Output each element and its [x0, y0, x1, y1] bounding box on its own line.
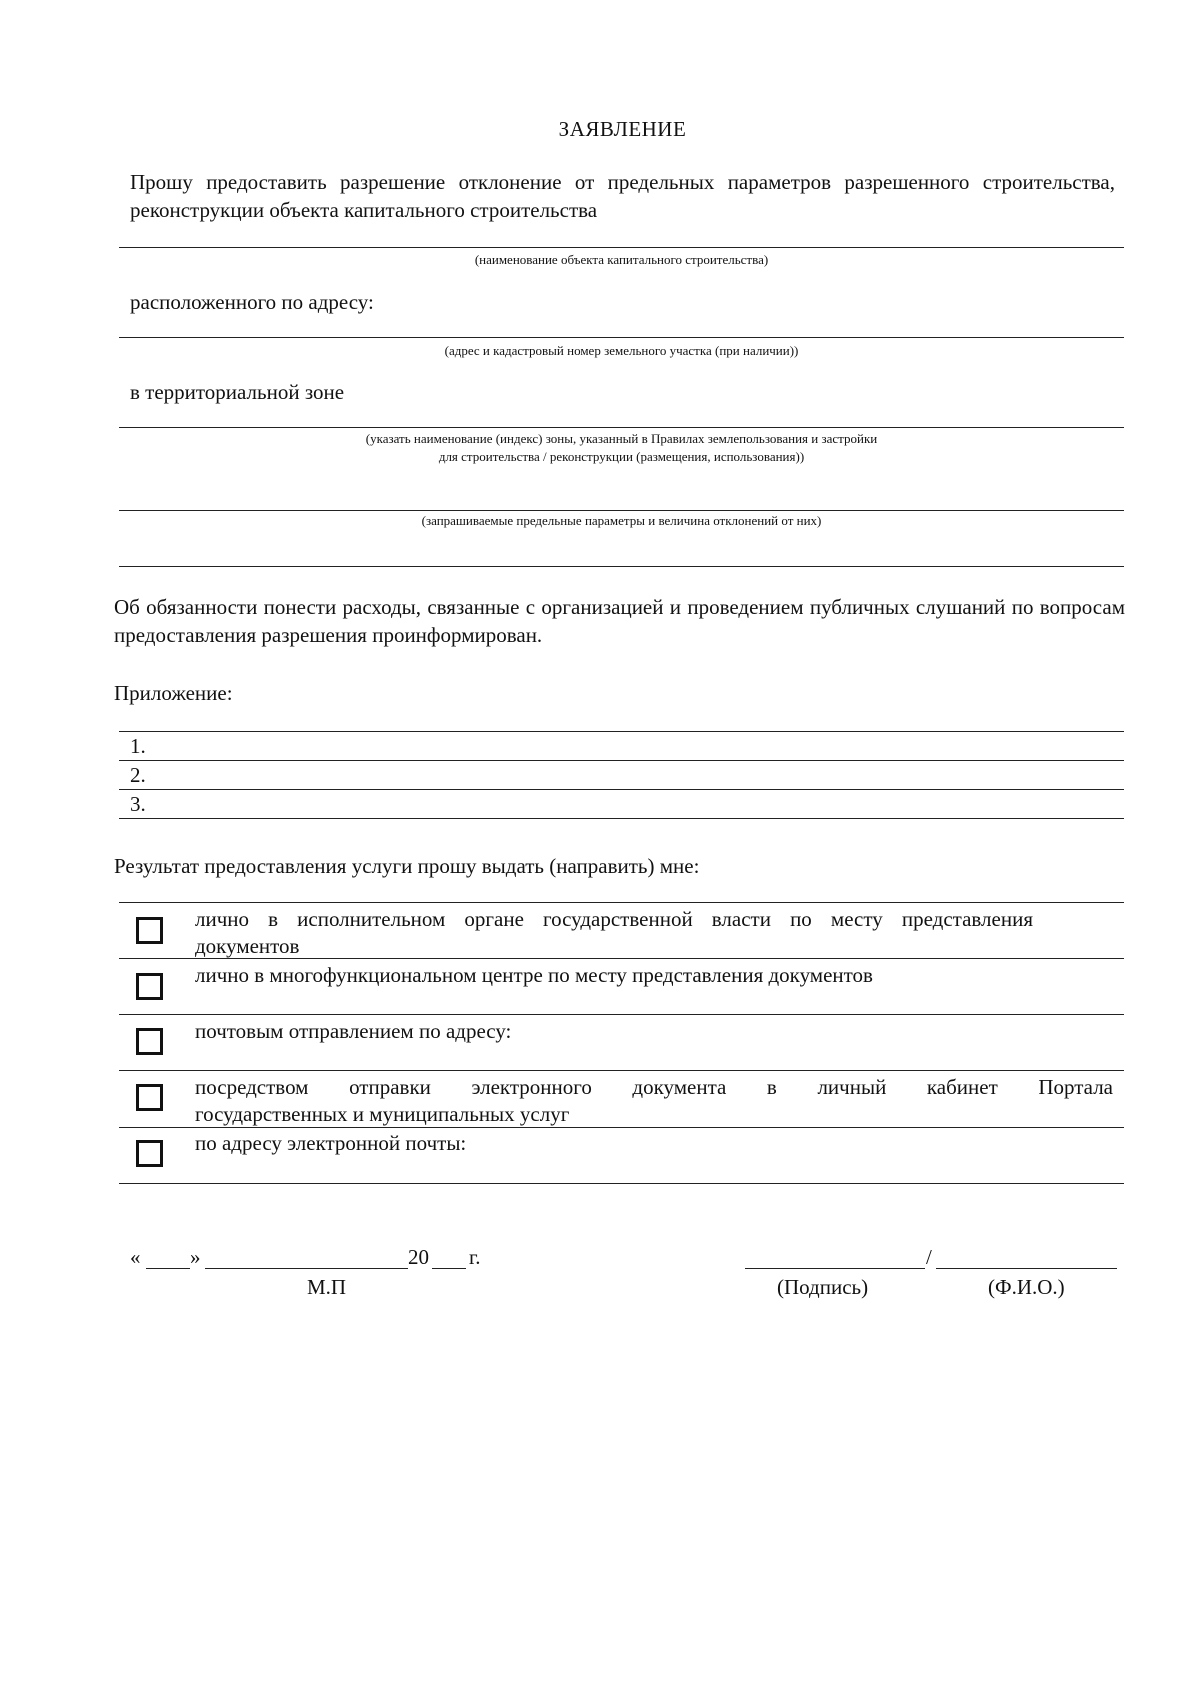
attachment-number-1: 1.	[130, 734, 146, 758]
date-month-field[interactable]	[205, 1268, 408, 1269]
date-close-quote: »	[190, 1245, 201, 1269]
signature-slash: /	[926, 1245, 932, 1269]
zone-caption-line2: для строительства / реконструкции (размещения, использования))	[438, 449, 805, 464]
zone-caption-line1: (указать наименование (индекс) зоны, указанный в Правилах землепользования и застройки	[365, 431, 878, 446]
parameters-extra-line[interactable]	[119, 566, 1124, 567]
options-top-line	[119, 902, 1124, 903]
option-1-checkbox[interactable]	[136, 917, 163, 944]
option-4-checkbox[interactable]	[136, 1084, 163, 1111]
option-divider-3	[119, 1070, 1124, 1071]
parameters-line[interactable]	[119, 510, 1124, 511]
option-1-label-line2: документов	[195, 934, 300, 958]
result-heading: Результат предоставления услуги прошу выдать (направить) мне:	[114, 854, 700, 878]
object-name-caption: (наименование объекта капитального строительства)	[474, 252, 769, 267]
address-line[interactable]	[119, 337, 1124, 338]
address-caption: (адрес и кадастровый номер земельного участка (при наличии))	[444, 343, 799, 358]
stamp-label: М.П	[307, 1275, 347, 1299]
attachment-line-3[interactable]	[119, 818, 1124, 819]
option-5-checkbox[interactable]	[136, 1140, 163, 1167]
option-4-label-line2: государственных и муниципальных услуг	[195, 1102, 570, 1126]
attachment-top-line	[119, 731, 1124, 732]
option-1-label-line1: лично в исполнительном органе государственной власти по месту представления	[195, 907, 1033, 931]
date-year-suffix: г.	[469, 1245, 481, 1269]
signature-caption: (Подпись)	[777, 1275, 869, 1299]
option-3-checkbox[interactable]	[136, 1028, 163, 1055]
option-divider-4	[119, 1127, 1124, 1128]
full-name-field[interactable]	[936, 1268, 1117, 1269]
date-day-field[interactable]	[146, 1268, 190, 1269]
attachments-heading: Приложение:	[114, 681, 233, 705]
options-bottom-line	[119, 1183, 1124, 1184]
full-name-caption: (Ф.И.О.)	[988, 1275, 1065, 1299]
document-title: ЗАЯВЛЕНИЕ	[558, 117, 687, 141]
request-text: Прошу предоставить разрешение отклонение от предельных параметров разрешенного строительства, реконструкции объекта капитального строительства	[130, 170, 1115, 222]
signature-field[interactable]	[745, 1268, 925, 1269]
object-name-line[interactable]	[119, 247, 1124, 248]
date-open-quote: «	[130, 1245, 141, 1269]
attachment-line-2[interactable]	[119, 789, 1124, 790]
date-year-field[interactable]	[432, 1268, 466, 1269]
option-3-label: почтовым отправлением по адресу:	[195, 1019, 512, 1043]
parameters-caption: (запрашиваемые предельные параметры и величина отклонений от них)	[421, 513, 822, 528]
option-divider-1	[119, 958, 1124, 959]
expenses-text: Об обязанности понести расходы, связанные с организацией и проведением публичных слушаний по вопросам предоставления разрешения проинформирован.	[114, 595, 1125, 647]
attachment-line-1[interactable]	[119, 760, 1124, 761]
option-2-checkbox[interactable]	[136, 973, 163, 1000]
zone-line[interactable]	[119, 427, 1124, 428]
attachment-number-3: 3.	[130, 792, 146, 816]
option-5-label: по адресу электронной почты:	[195, 1131, 467, 1155]
option-2-label: лично в многофункциональном центре по месту представления документов	[195, 963, 873, 987]
date-year-prefix: 20	[408, 1245, 429, 1269]
address-label: расположенного по адресу:	[130, 290, 374, 314]
zone-label: в территориальной зоне	[130, 380, 345, 404]
option-divider-2	[119, 1014, 1124, 1015]
attachment-number-2: 2.	[130, 763, 146, 787]
option-4-label-line1: посредством отправки электронного документа в личный кабинет Портала	[195, 1075, 1113, 1099]
